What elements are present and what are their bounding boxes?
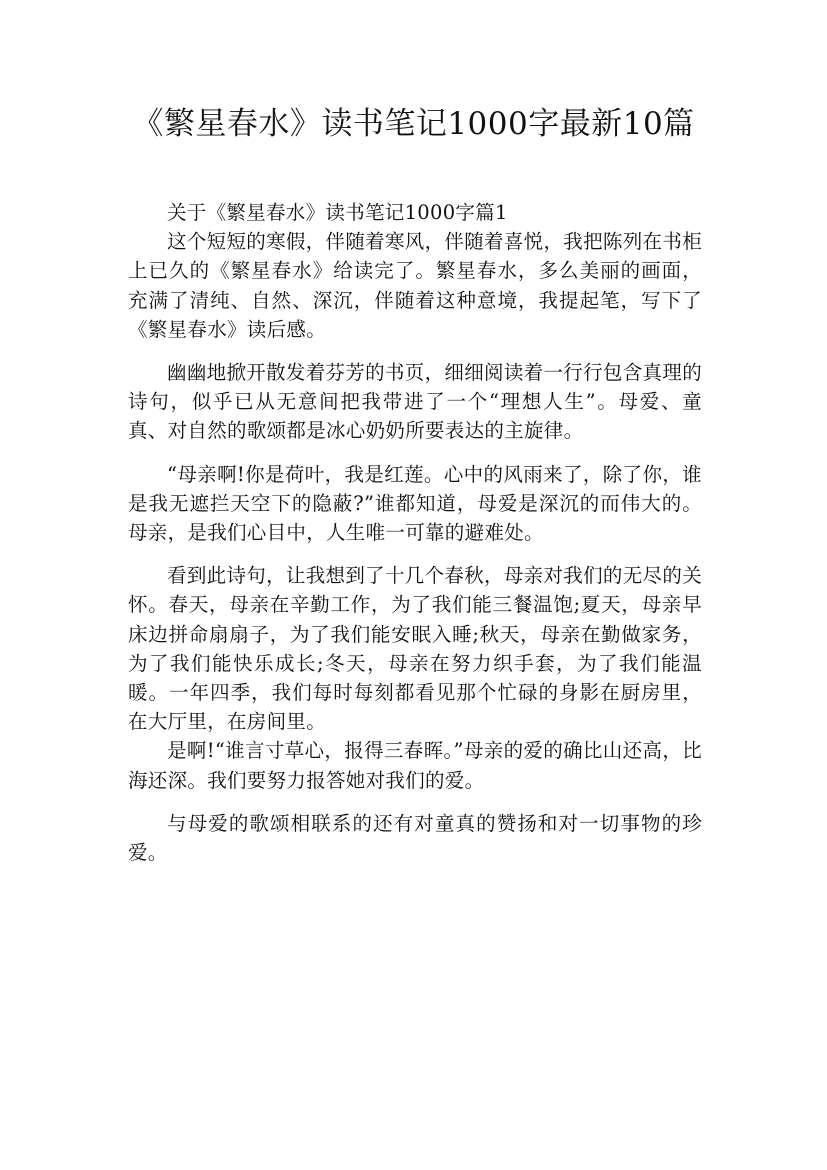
paragraph: “母亲啊!你是荷叶，我是红莲。心中的风雨来了，除了你，谁是我无遮拦天空下的隐蔽?”谁都知道，母爱是深沉的而伟大的。母亲，是我们心目中，人生唯一可靠的避难处。 [128,462,702,545]
paragraph: 与母爱的歌颂相联系的还有对童真的赞扬和对一切事物的珍爱。 [128,811,702,865]
section-heading: 关于《繁星春水》读书笔记1000字篇1 [167,201,508,224]
paragraph: 是啊!“谁言寸草心，报得三春晖。”母亲的爱的确比山还高，比海还深。我们要努力报答她对我们的爱。 [128,739,702,792]
paragraph: 幽幽地掀开散发着芬芳的书页，细细阅读着一行行包含真理的诗句，似乎已从无意间把我带进了一个“理想人生”。母爱、童真、对自然的歌颂都是冰心奶奶所要表达的主旋律。 [128,361,702,443]
document-body [128,198,702,867]
paragraph: 看到此诗句，让我想到了十几个春秋，母亲对我们的无尽的关怀。春天，母亲在辛勤工作，为了我们能三餐温饱;夏天，母亲早床边拼命扇扇子，为了我们能安眠入睡;秋天，母亲在勤做家务，为了我们能快乐成长;冬天，母亲在努力织手套，为了我们能温暖。一年四季，我们每时每刻都看见那个忙碌的身影在厨房里，在大厅里，在房间里。 [128,564,702,734]
paragraph: 这个短短的寒假，伴随着寒风，伴随着喜悦，我把陈列在书柜上已久的《繁星春水》给读完了。繁星春水，多么美丽的画面，充满了清纯、自然、深沉，伴随着这种意境，我提起笔，写下了《繁星春水》读后感。 [128,230,702,341]
document-title: 《繁星春水》读书笔记1000字最新10篇 [132,106,695,142]
